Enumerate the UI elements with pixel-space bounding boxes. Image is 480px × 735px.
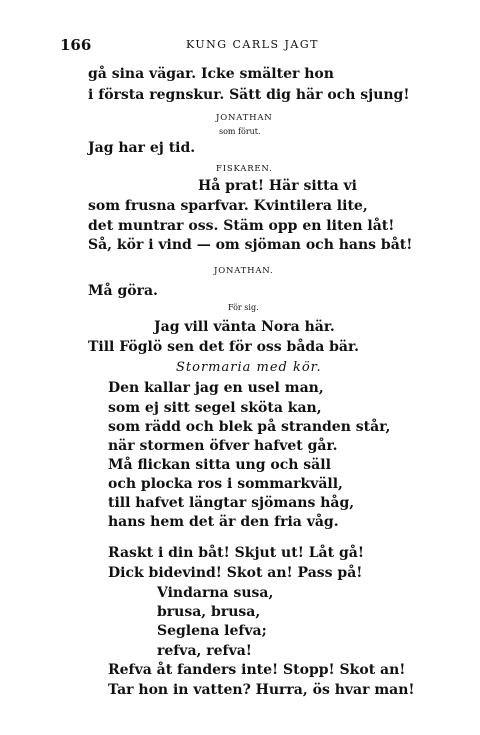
stage-direction: som förut. bbox=[219, 127, 261, 136]
song-line: som rädd och blek på stranden står, bbox=[108, 419, 391, 435]
verse-line: Må göra. bbox=[88, 283, 158, 299]
song-line: brusa, brusa, bbox=[157, 604, 261, 620]
stage-direction: För sig. bbox=[228, 303, 259, 312]
song-line: Vindarna susa, bbox=[157, 585, 274, 601]
song-line: Seglena lefva; bbox=[157, 623, 267, 639]
song-line: hans hem det är den fria våg. bbox=[108, 514, 339, 530]
song-line: som ej sitt segel sköta kan, bbox=[108, 400, 322, 416]
stage-heading: Stormaria med kör. bbox=[176, 360, 322, 375]
song-line: Refva åt fanders inte! Stopp! Skot an! bbox=[108, 662, 406, 678]
verse-line: Jag vill vänta Nora här. bbox=[154, 319, 335, 335]
verse-line: det muntrar oss. Stäm opp en liten låt! bbox=[88, 218, 395, 234]
verse-line: Till Föglö sen det för oss båda bär. bbox=[88, 339, 359, 355]
song-line: refva, refva! bbox=[157, 643, 252, 659]
song-line: Dick bidevind! Skot an! Pass på! bbox=[108, 565, 363, 581]
page-number: 166 bbox=[60, 36, 92, 54]
verse-line: Jag har ej tid. bbox=[88, 140, 196, 156]
song-line: när stormen öfver hafvet går. bbox=[108, 438, 338, 454]
verse-line: Så, kör i vind — om sjöman och hans båt! bbox=[88, 237, 413, 253]
verse-line: gå sina vägar. Icke smälter hon bbox=[88, 66, 334, 82]
verse-line: som frusna sparfvar. Kvintilera lite, bbox=[88, 198, 368, 214]
song-line: och plocka ros i sommarkväll, bbox=[108, 476, 343, 492]
song-line: Må flickan sitta ung och säll bbox=[108, 457, 331, 473]
song-line: Raskt i din båt! Skjut ut! Låt gå! bbox=[108, 545, 364, 561]
song-line: Den kallar jag en usel man, bbox=[108, 380, 324, 396]
speaker-name: JONATHAN. bbox=[214, 266, 274, 276]
verse-line: Hå prat! Här sitta vi bbox=[198, 178, 357, 194]
song-line: Tar hon in vatten? Hurra, ös hvar man! bbox=[108, 682, 415, 698]
running-title: KUNG CARLS JAGT bbox=[186, 38, 319, 51]
verse-line: i första regnskur. Sätt dig här och sjung! bbox=[88, 87, 410, 103]
song-line: till hafvet längtar sjömans håg, bbox=[108, 495, 355, 511]
speaker-name: JONATHAN bbox=[216, 113, 273, 123]
speaker-name: FISKAREN. bbox=[216, 164, 273, 174]
